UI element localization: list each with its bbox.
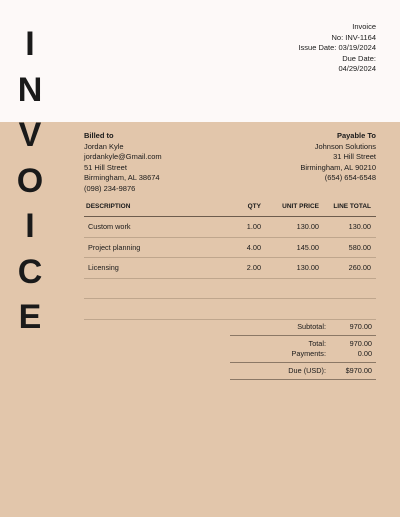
table-row [84, 217, 376, 238]
header-qty: QTY [247, 202, 261, 210]
cell-description: Custom work [88, 222, 131, 232]
header-line-total: LINE TOTAL [333, 202, 371, 210]
total-payments-block [230, 338, 376, 363]
empty-table-row [84, 279, 376, 300]
cell-unit-price: 130.00 [296, 222, 319, 232]
title-letter: N [17, 70, 43, 109]
payable-to-label: Payable To [336, 131, 376, 140]
cell-line-total: 260.00 [348, 263, 371, 273]
totals-block [230, 322, 376, 380]
header-description: DESCRIPTION [86, 202, 131, 210]
table-row [84, 238, 376, 259]
payable-to-name: Johnson Solutions [314, 141, 376, 151]
cell-qty: 4.00 [246, 242, 261, 252]
title-letter: I [25, 207, 35, 245]
total-label: Total: [308, 339, 326, 348]
billed-to-phone: (098) 234-9876 [84, 183, 136, 193]
empty-table-row [84, 299, 376, 320]
header-unit-price: UNIT PRICE [282, 202, 319, 210]
billed-to-label: Billed to [84, 131, 114, 140]
amount-due-block [230, 365, 376, 380]
title-letter: O [16, 161, 44, 200]
due-date: 04/29/2024 [338, 64, 376, 73]
table-row [84, 258, 376, 279]
table-header [84, 196, 376, 217]
cell-line-total: 580.00 [348, 242, 371, 252]
total-value: 970.00 [349, 339, 372, 348]
cell-description: Licensing [88, 263, 119, 273]
subtotal-value: 970.00 [349, 322, 372, 331]
payable-to-street: 31 Hill Street [333, 152, 376, 161]
meta-heading: Invoice [352, 22, 376, 31]
invoice-meta [298, 22, 376, 75]
issue-date: Issue Date: 03/19/2024 [298, 43, 376, 52]
billed-to-block [84, 131, 162, 194]
subtotal-block [230, 322, 376, 336]
cell-unit-price: 145.00 [296, 242, 319, 252]
payments-value: 0.00 [357, 349, 372, 358]
payments-label: Payments: [291, 349, 326, 358]
cell-qty: 2.00 [246, 263, 261, 273]
amount-due-label: Due (USD): [288, 366, 326, 375]
cell-description: Project planning [88, 242, 141, 252]
payable-to-city: Birmingham, AL 90210 [300, 162, 376, 172]
billed-to-city: Birmingham, AL 38674 [84, 173, 160, 182]
line-items-table [84, 196, 376, 320]
billed-to-name: Jordan Kyle [84, 141, 124, 151]
title-letter: I [25, 25, 35, 63]
cell-unit-price: 130.00 [296, 263, 319, 273]
cell-qty: 1.00 [246, 222, 261, 232]
due-date-label: Due Date: [342, 53, 376, 63]
billed-to-street: 51 Hill Street [84, 162, 127, 172]
invoice-vertical-title [0, 0, 60, 336]
payable-to-phone: (654) 654-6548 [324, 173, 376, 182]
invoice-number: No: INV-1164 [331, 32, 376, 42]
title-letter: E [18, 298, 42, 336]
cell-line-total: 130.00 [348, 222, 371, 232]
payable-to-block [300, 131, 376, 184]
amount-due-value: $970.00 [345, 366, 372, 375]
title-letter: V [18, 116, 42, 154]
subtotal-label: Subtotal: [297, 322, 326, 331]
billed-to-email: jordankyle@Gmail.com [84, 152, 162, 161]
title-letter: C [17, 252, 43, 291]
